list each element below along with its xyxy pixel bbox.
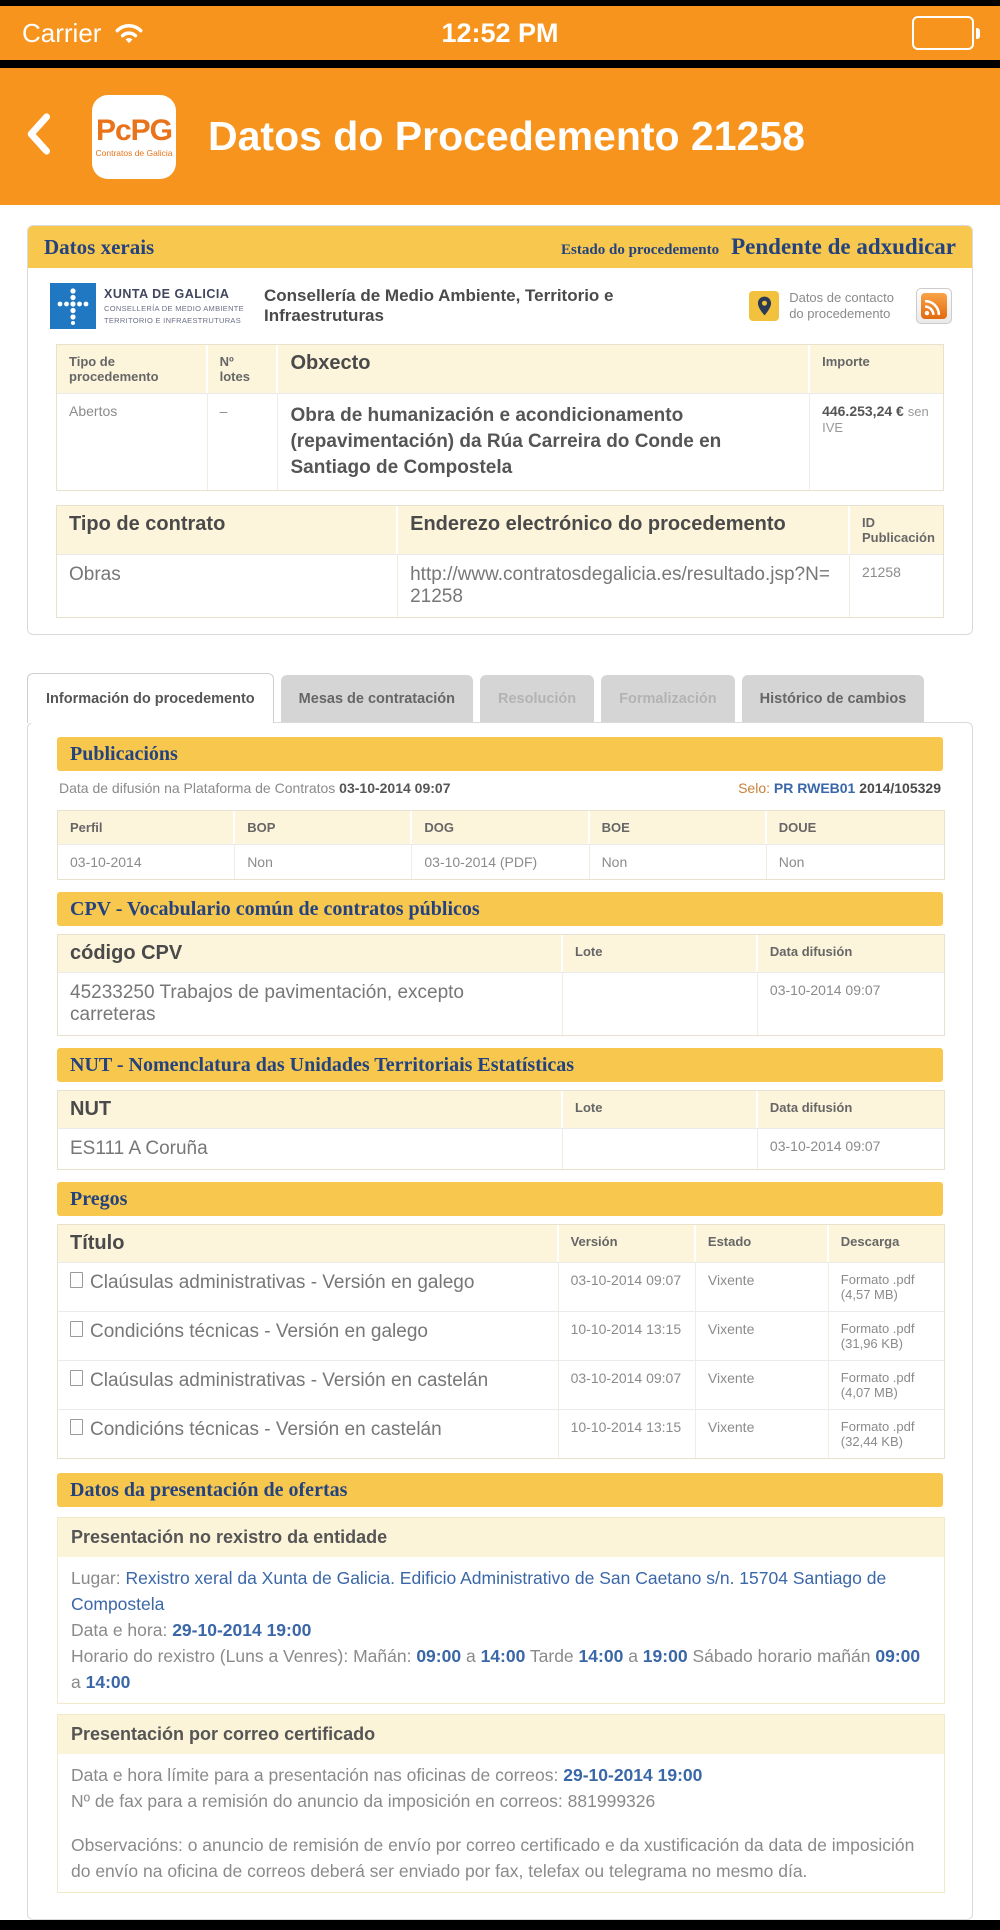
data-hora-value: 29-10-2014 19:00: [172, 1620, 312, 1640]
page-title: Datos do Procedemento 21258: [208, 113, 805, 159]
col-obxecto: Obxecto: [278, 345, 810, 393]
organismo-row: [28, 268, 972, 344]
xunta-emblem-icon: [50, 283, 96, 329]
correo-panel: [57, 1714, 945, 1893]
nut-table: [57, 1090, 945, 1170]
prego-size: (32,44 KB): [840, 1434, 903, 1449]
datos-xerais-header: [28, 226, 972, 268]
table-row: [58, 1311, 944, 1360]
table-row: [58, 844, 944, 879]
sabado-label: Sábado horario mañán: [692, 1646, 871, 1666]
tab-informacion-do-procedemento[interactable]: [27, 673, 274, 723]
horario-conj: a: [628, 1646, 638, 1666]
prego-title-text: Claúsulas administrativas - Versión en castelán: [90, 1370, 489, 1391]
publicacions-header: [57, 737, 943, 771]
xunta-logo-sub1: CONSELLERÍA DE MEDIO AMBIENTE: [104, 304, 244, 313]
table-row: [58, 1360, 944, 1409]
publicacions-meta: [57, 780, 943, 802]
prego-download-link[interactable]: [829, 1312, 944, 1360]
tab-bar: [27, 673, 973, 722]
col-lote: Lote: [563, 1091, 758, 1128]
table-row: [57, 554, 943, 617]
datos-xerais-card: [27, 225, 973, 635]
horario-sab-end: 14:00: [85, 1672, 131, 1692]
prego-version: 03-10-2014 09:07: [559, 1263, 696, 1311]
prego-formato: Formato .pdf: [840, 1272, 915, 1287]
col-titulo: Título: [58, 1225, 559, 1262]
prego-estado: Vixente: [696, 1312, 829, 1360]
rss-icon: [921, 293, 947, 319]
cpv-data-value: 03-10-2014 09:07: [758, 973, 944, 1035]
contact-button[interactable]: [749, 290, 894, 322]
prego-download-link[interactable]: [829, 1361, 944, 1409]
col-id-publicacion: ID Publicación: [850, 506, 943, 554]
observacions-text: Observacións: o anuncio de remisión de envío por correo certificado e da xustificación da data de imposición do envío na oficina de correos deberá ser enviado por fax, telefax ou telegrama no mesmo día.: [71, 1835, 915, 1881]
organismo-name: Consellería de Medio Ambiente, Territorio e Infraestruturas: [263, 286, 614, 325]
status-divider: [0, 60, 1000, 68]
boe-value: Non: [590, 845, 767, 879]
datos-xerais-title: Datos xerais: [44, 234, 155, 259]
table-row: [57, 393, 943, 490]
pregos-table: [57, 1224, 945, 1459]
prego-formato: Formato .pdf: [840, 1370, 915, 1385]
prego-size: (4,07 MB): [840, 1385, 898, 1400]
lugar-value: Rexistro xeral da Xunta de Galicia. Edificio Administrativo de San Caetano s/n. 15704 Santiago de Compostela: [71, 1568, 887, 1614]
tab-label: Formalización: [619, 690, 717, 707]
document-icon: [70, 1370, 83, 1386]
estado-label: Estado do procedemento: [561, 242, 720, 258]
cpv-header: [57, 892, 943, 926]
cpv-value: 45233250 Trabajos de pavimentación, excepto carreteras: [58, 973, 563, 1035]
col-boe: BOE: [590, 811, 767, 844]
prego-download-link[interactable]: [829, 1410, 944, 1458]
horario-conj: a: [71, 1672, 81, 1692]
prego-formato: Formato .pdf: [840, 1321, 915, 1336]
lugar-line: [71, 1565, 931, 1617]
estado-value: Pendente de adxudicar: [731, 234, 956, 259]
difusion-label: Data de difusión na Plataforma de Contratos: [59, 780, 336, 796]
horario-conj: a: [465, 1646, 476, 1666]
rexistro-panel: [57, 1517, 945, 1704]
prego-size: (31,96 KB): [840, 1336, 903, 1351]
document-icon: [70, 1419, 83, 1435]
tarde-label: Tarde: [529, 1646, 574, 1666]
col-n-lotes: Nº lotes: [208, 345, 279, 393]
nut-header: [57, 1048, 943, 1082]
importe-value: 446.253,24 €: [822, 403, 904, 419]
table-row: [58, 1409, 944, 1458]
difusion-value: 03-10-2014 09:07: [339, 780, 451, 796]
bop-value: Non: [235, 845, 412, 879]
table-row: [58, 1262, 944, 1311]
col-tipo-contrato: Tipo de contrato: [57, 506, 398, 554]
lugar-label: Lugar:: [71, 1568, 121, 1588]
pregos-header: [57, 1182, 943, 1216]
battery-icon: [912, 16, 980, 50]
nut-lote-value: [563, 1129, 758, 1169]
table-row: [58, 972, 944, 1035]
fax-line: Nº de fax para a remisión do anuncio da imposición en correos: 881999326: [71, 1791, 656, 1811]
prego-title-text: Condicións técnicas - Versión en castelán: [90, 1419, 442, 1440]
tab-resolucion: [480, 675, 594, 722]
tipo-procedemento-value: Abertos: [57, 394, 208, 490]
prego-version: 10-10-2014 13:15: [559, 1312, 696, 1360]
rss-button[interactable]: [916, 288, 952, 324]
cpv-table: [57, 934, 945, 1036]
col-enderezo: Enderezo electrónico do procedemento: [398, 506, 850, 554]
prego-title-link[interactable]: [58, 1312, 559, 1360]
col-descarga: Descarga: [829, 1225, 944, 1262]
nut-title: NUT - Nomenclatura das Unidades Territoriais Estatísticas: [70, 1053, 575, 1076]
col-estado: Estado: [696, 1225, 829, 1262]
pregos-title: Pregos: [70, 1187, 128, 1210]
app-logo: [92, 95, 176, 179]
cpv-lote-value: [563, 973, 758, 1035]
col-nut: NUT: [58, 1091, 563, 1128]
table-row: [58, 1128, 944, 1169]
prego-formato: Formato .pdf: [840, 1419, 915, 1434]
publicacions-title: Publicacións: [70, 742, 178, 765]
selo-label: Selo:: [738, 780, 771, 796]
prego-estado: Vixente: [696, 1361, 829, 1409]
app-logo-text: PcPG: [95, 113, 173, 147]
enderezo-value: http://www.contratosdegalicia.es/resultado.jsp?N=21258: [398, 555, 850, 617]
horario-line: [71, 1643, 931, 1695]
limite-line: [71, 1762, 931, 1788]
selo-code: PR RWEB01: [773, 780, 856, 796]
n-lotes-value: –: [208, 394, 279, 490]
selo-number: 2014/105329: [859, 780, 941, 796]
correo-panel-title: Presentación por correo certificado: [58, 1715, 944, 1754]
prego-version: 10-10-2014 13:15: [559, 1410, 696, 1458]
col-doue: DOUE: [767, 811, 944, 844]
prego-estado: Vixente: [696, 1410, 829, 1458]
xunta-logo-name: XUNTA DE GALICIA: [104, 287, 230, 301]
obxecto-value: Obra de humanización e acondicionamento (repavimentación) da Rúa Carreira do Conde en Santiago de Compostela: [278, 394, 810, 490]
procedure-table: [56, 344, 944, 491]
id-publicacion-value: 21258: [850, 555, 943, 617]
screen-bottom-edge: [0, 1920, 1000, 1930]
limite-label: Data e hora límite para a presentación nas oficinas de correos:: [71, 1765, 559, 1785]
tab-label: Resolución: [498, 690, 577, 707]
horario-tarde-start: 14:00: [578, 1646, 624, 1666]
horario-man-end: 14:00: [480, 1646, 526, 1666]
prego-title-link[interactable]: [58, 1410, 559, 1458]
tab-label: Mesas de contratación: [298, 690, 455, 707]
app-logo-subtext: Contratos de Galicia: [95, 147, 173, 158]
prego-title-text: Condicións técnicas - Versión en galego: [90, 1321, 428, 1342]
importe-suffix: sen IVE: [822, 404, 929, 435]
tab-mesas-de-contratacion[interactable]: [281, 675, 473, 722]
contact-line2: do procedemento: [789, 306, 891, 321]
nav-header: [0, 68, 1000, 205]
limite-value: 29-10-2014 19:00: [563, 1765, 703, 1785]
col-tipo-procedemento: Tipo de procedemento: [57, 345, 208, 393]
nut-value: ES111 A Coruña: [58, 1129, 563, 1169]
contract-table: [56, 505, 944, 618]
xunta-logo: [48, 281, 246, 331]
document-icon: [70, 1272, 83, 1288]
prego-download-link[interactable]: [829, 1263, 944, 1311]
horario-sab-start: 09:00: [875, 1646, 921, 1666]
xunta-logo-sub2: TERRITORIO E INFRAESTRUTURAS: [104, 316, 242, 325]
prego-title-link[interactable]: [58, 1263, 559, 1311]
col-importe: Importe: [810, 345, 943, 393]
ofertas-header: [57, 1473, 943, 1507]
dog-value: 03-10-2014 (PDF): [412, 845, 589, 879]
col-version: Versión: [559, 1225, 696, 1262]
prego-title-link[interactable]: [58, 1361, 559, 1409]
horario-tarde-end: 19:00: [642, 1646, 688, 1666]
prego-estado: Vixente: [696, 1263, 829, 1311]
carrier-label: Carrier: [22, 17, 102, 48]
prego-size: (4,57 MB): [840, 1287, 898, 1302]
document-icon: [70, 1321, 83, 1337]
horario-label: Horario do rexistro (Luns a Venres): Mañán:: [71, 1646, 412, 1666]
col-lote: Lote: [563, 935, 758, 972]
nut-data-value: 03-10-2014 09:07: [758, 1129, 944, 1169]
ofertas-title: Datos da presentación de ofertas: [70, 1478, 348, 1501]
data-hora-line: [71, 1617, 931, 1643]
location-pin-icon: [749, 291, 779, 321]
tab-label: Histórico de cambios: [759, 690, 907, 707]
col-data-difusion: Data difusión: [758, 1091, 944, 1128]
col-dog: DOG: [412, 811, 589, 844]
col-bop: BOP: [235, 811, 412, 844]
publicacions-table: [57, 810, 945, 880]
rexistro-panel-title: Presentación no rexistro da entidade: [58, 1518, 944, 1557]
tab-label: Información do procedemento: [46, 690, 255, 707]
col-codigo-cpv: código CPV: [58, 935, 563, 972]
doue-value: Non: [767, 845, 944, 879]
horario-man-start: 09:00: [416, 1646, 462, 1666]
tab-historico-de-cambios[interactable]: [742, 675, 925, 722]
contact-line1: Datos de contacto: [789, 290, 894, 305]
perfil-value: 03-10-2014: [58, 845, 235, 879]
data-hora-label: Data e hora:: [71, 1620, 168, 1640]
col-perfil: Perfil: [58, 811, 235, 844]
status-bar: [0, 6, 1000, 60]
tipo-contrato-value: Obras: [57, 555, 398, 617]
cpv-title: CPV - Vocabulario común de contratos públicos: [70, 897, 480, 920]
back-button[interactable]: [26, 112, 50, 161]
back-chevron-icon: [26, 112, 50, 161]
tab-formalizacion: [601, 675, 735, 722]
tab-content-panel: [27, 722, 973, 1920]
prego-version: 03-10-2014 09:07: [559, 1361, 696, 1409]
col-data-difusion: Data difusión: [758, 935, 944, 972]
prego-title-text: Claúsulas administrativas - Versión en galego: [90, 1272, 475, 1293]
status-time: 12:52 PM: [441, 17, 559, 48]
